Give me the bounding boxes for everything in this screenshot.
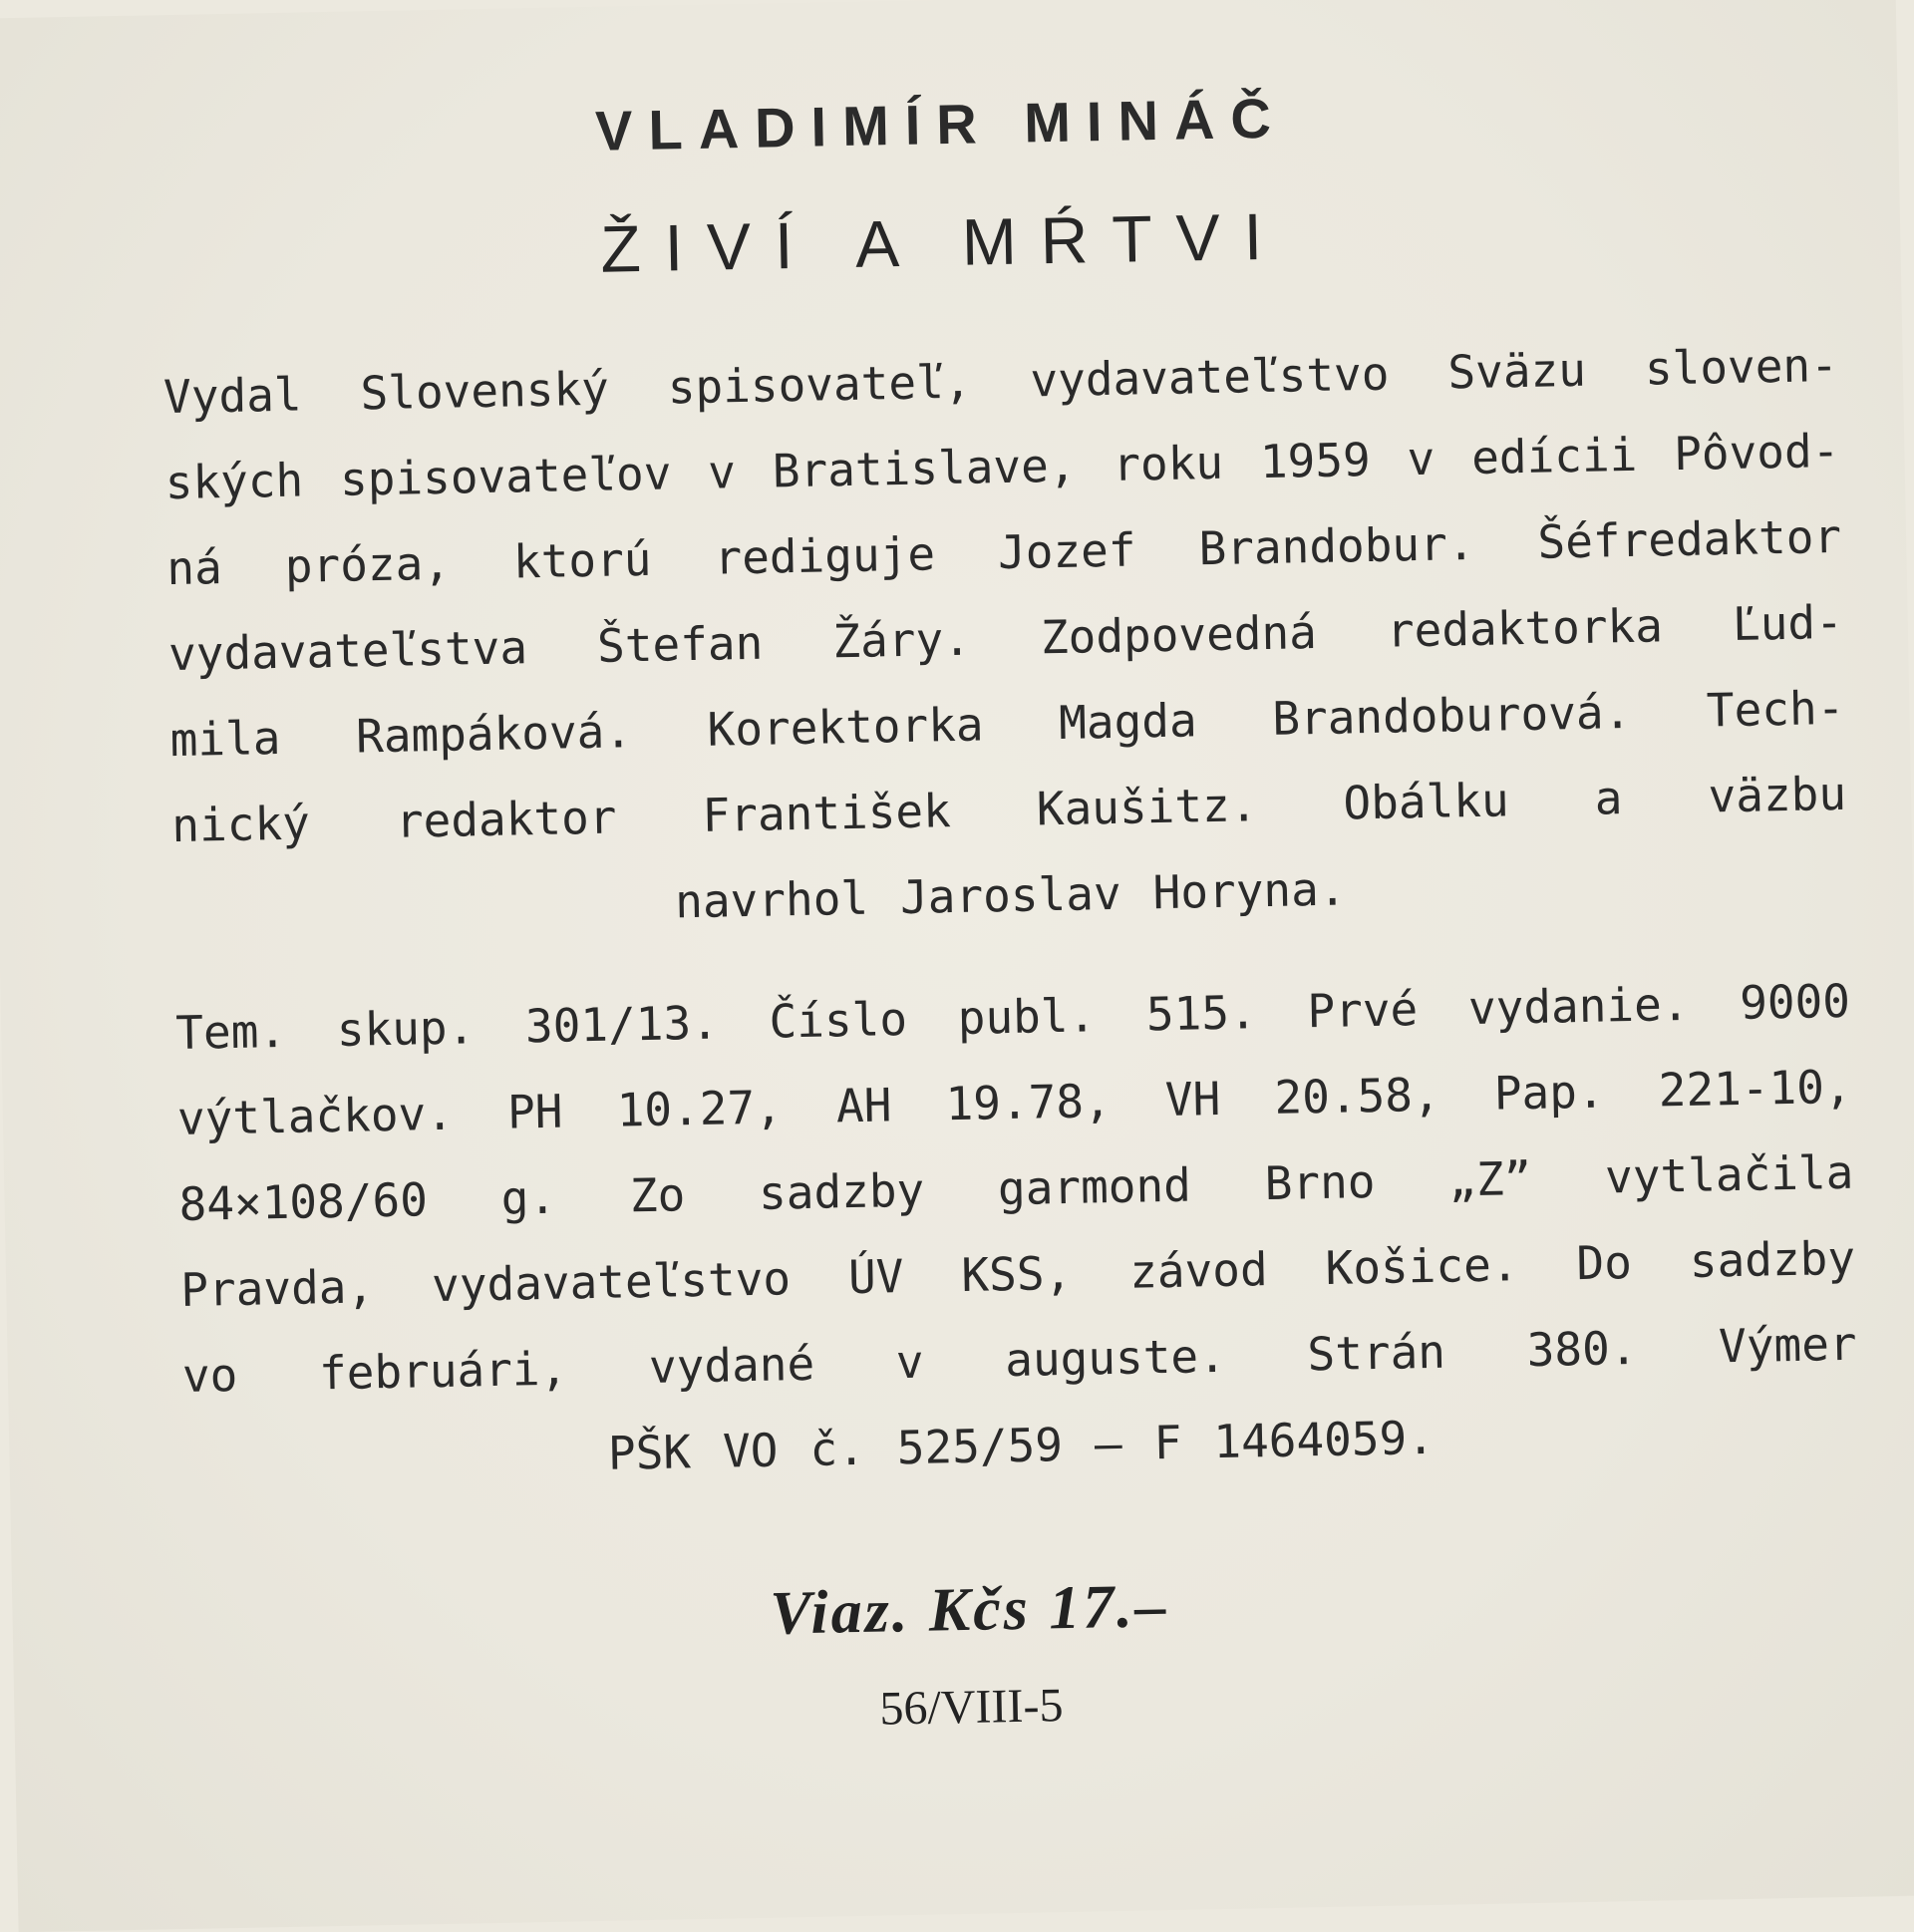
word: garmond — [997, 1157, 1192, 1216]
word: spisovateľov — [339, 446, 672, 506]
word: roku — [1112, 435, 1224, 491]
word: PH — [506, 1084, 563, 1139]
word: 1464059. — [1212, 1410, 1436, 1469]
word: VO — [722, 1423, 779, 1478]
word: Pap. — [1493, 1064, 1606, 1121]
book-title: ŽIVÍ A MŔTVI — [599, 198, 1287, 286]
word: Slovenský — [360, 361, 610, 421]
word: ná — [165, 540, 223, 596]
word: Obálku — [1342, 773, 1510, 830]
word: skup. — [336, 1000, 476, 1057]
word: redaktorka — [1386, 598, 1664, 658]
word: Šéfredaktor — [1536, 508, 1842, 569]
word: 20.58, — [1273, 1067, 1441, 1125]
word: 1959 — [1259, 432, 1372, 489]
word: VH — [1164, 1071, 1221, 1127]
word: KSS, — [960, 1245, 1073, 1302]
word: g. — [500, 1169, 557, 1225]
word: vydavateľstva — [167, 620, 528, 682]
word: 10.27, — [616, 1080, 784, 1137]
word: sadzby — [758, 1162, 925, 1220]
word: vo — [181, 1347, 238, 1403]
word: ských — [164, 453, 304, 510]
word: Brandobur. — [1197, 515, 1475, 576]
word: Pôvod- — [1673, 423, 1840, 482]
word: 9000 — [1739, 973, 1851, 1030]
word: Jozef — [997, 522, 1136, 580]
word: Sväzu — [1446, 342, 1587, 400]
word: Štefan — [596, 615, 764, 673]
word: februári, — [318, 1341, 568, 1401]
word: č. — [808, 1421, 866, 1476]
word: vydanie. — [1467, 976, 1690, 1036]
price-label: Viaz. Kčs 17.– — [769, 1572, 1170, 1648]
word: 19.78, — [945, 1074, 1113, 1131]
word: publ. — [957, 988, 1097, 1045]
word: v — [1407, 431, 1436, 486]
word: Košice. — [1325, 1237, 1519, 1295]
word: 515. — [1145, 985, 1258, 1042]
word: Vydal — [162, 367, 303, 425]
word: výtlačkov. — [176, 1086, 455, 1146]
word: Výmer — [1718, 1316, 1858, 1374]
word: Ľud- — [1732, 594, 1844, 651]
word: próza, — [284, 535, 452, 593]
word: Prvé — [1306, 982, 1419, 1039]
word: navrhol — [674, 870, 869, 929]
word: „Z” — [1447, 1150, 1532, 1207]
word: Tech- — [1706, 680, 1845, 738]
word: v — [707, 445, 737, 499]
word: PŠK — [607, 1425, 692, 1480]
word: Zo — [629, 1167, 686, 1223]
word: Kaušitz. — [1036, 778, 1258, 836]
word: Magda — [1058, 693, 1198, 750]
word: Brno — [1264, 1153, 1376, 1211]
word: Korektorka — [707, 697, 985, 757]
word: ÚV — [847, 1249, 904, 1305]
word: 301/13. — [524, 995, 720, 1054]
word: Pravda, — [179, 1259, 375, 1318]
word: Bratislave, — [772, 438, 1077, 498]
word: redaktor — [395, 790, 617, 848]
word: vytlačila — [1604, 1144, 1854, 1204]
word: Číslo — [769, 991, 908, 1049]
word: edícii — [1470, 427, 1638, 484]
imprint-paragraph — [162, 322, 1848, 954]
word: nický — [170, 796, 311, 853]
word: 221-10, — [1658, 1059, 1853, 1118]
word: 380. — [1526, 1320, 1638, 1378]
word: 525/59 — [896, 1418, 1064, 1475]
word: väzbu — [1708, 766, 1847, 823]
colophon-paragraph — [174, 958, 1859, 1504]
word: — — [1094, 1416, 1123, 1471]
word: AH — [835, 1078, 892, 1133]
word: rediguje — [713, 526, 936, 585]
word: sloven- — [1644, 337, 1839, 396]
word: Strán — [1306, 1324, 1446, 1382]
word: vydané — [648, 1336, 815, 1395]
word: a — [1594, 771, 1623, 825]
word: Brandoburová. — [1271, 684, 1632, 746]
word: závod — [1128, 1242, 1269, 1299]
catalog-code: 56/VIII-5 — [878, 1679, 1064, 1736]
word: auguste. — [1004, 1328, 1227, 1388]
word: 84×108/60 — [178, 1172, 429, 1232]
author-name: VLADIMÍR MINÁČ — [594, 86, 1288, 162]
word: Horyna. — [1152, 861, 1347, 920]
word: vydavateľstvo — [431, 1251, 792, 1313]
word: mila — [169, 710, 281, 768]
word: ktorú — [512, 531, 652, 589]
word: spisovateľ, — [667, 354, 972, 415]
word: Rampáková. — [355, 704, 633, 764]
word: vydavateľstvo — [1029, 346, 1390, 408]
word: Zodpovedná — [1040, 605, 1318, 665]
word: F — [1153, 1415, 1182, 1470]
word: v — [895, 1334, 925, 1390]
word: Tem. — [174, 1003, 287, 1061]
word: sadzby — [1689, 1230, 1856, 1288]
word: František — [702, 784, 952, 842]
word: Jaroslav — [899, 865, 1122, 925]
word: Do — [1575, 1235, 1633, 1291]
word: Žáry. — [831, 611, 972, 669]
